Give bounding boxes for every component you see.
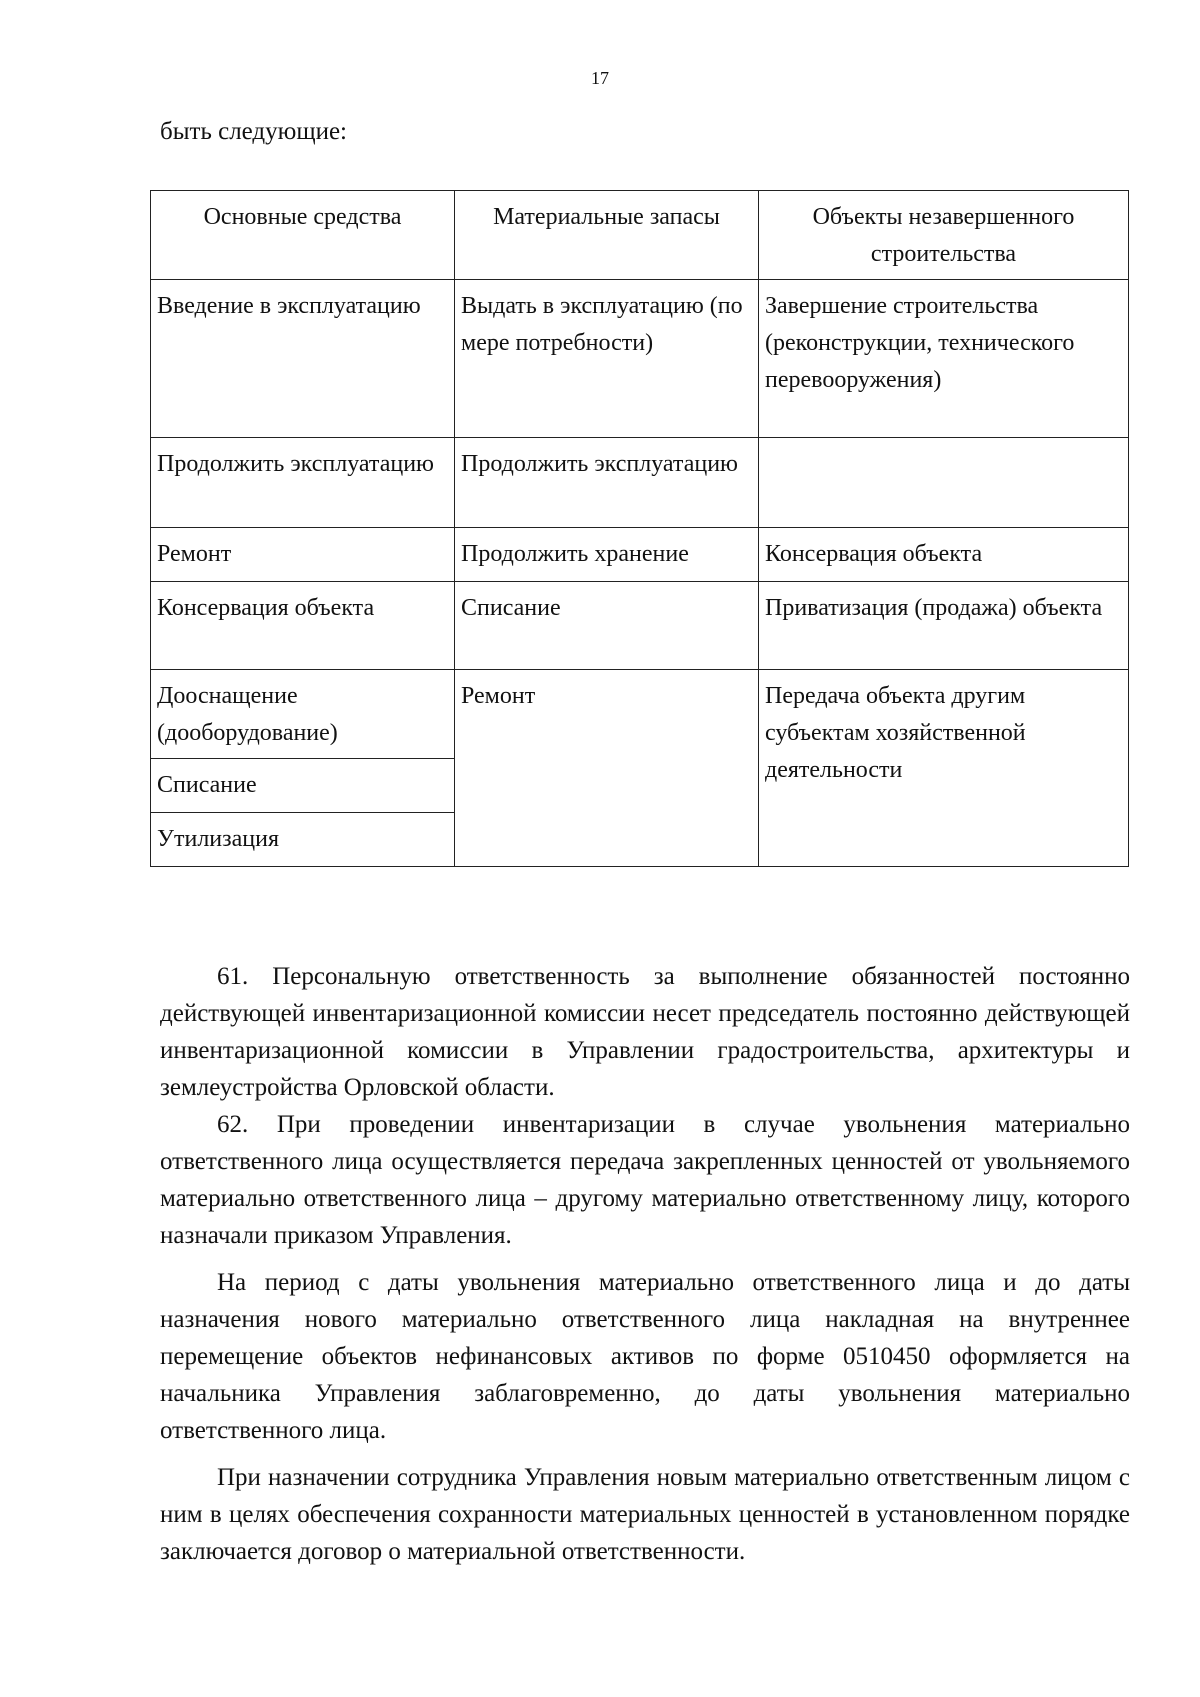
table-cell: Дооснащение (дооборудование): [151, 670, 455, 759]
table-cell: Консервация объекта: [759, 528, 1129, 582]
table-cell: Ремонт: [455, 670, 759, 867]
table-cell: Консервация объекта: [151, 582, 455, 670]
header-fixed-assets: Основные средства: [151, 191, 455, 280]
table-cell: Утилизация: [151, 813, 455, 867]
paragraph-period: На период с даты увольнения материально ответственного лица и до даты назначения нового материально ответственного лица накладная на внутреннее перемещение объектов нефинансовых активов по форме 0510450 оформляется на начальника Управления заблаговременно, до даты увольнения материально ответственного лица.: [160, 1269, 1130, 1444]
table-row: [151, 582, 1129, 670]
paragraph-61: 61. Персональную ответственность за выполнение обязанностей постоянно действующей инвентаризационной комиссии несет председатель постоянно действующей инвентаризационной комиссии в Управлении градостроительства, архитектуры и землеустройства Орловской области.: [160, 963, 1130, 1101]
table-row: [151, 670, 1129, 759]
table-header-row: [151, 191, 1129, 280]
table-cell: Завершение строительства (реконструкции, технического перевооружения): [759, 280, 1129, 438]
page-number: 17: [591, 68, 609, 88]
header-material-stocks: Материальные запасы: [455, 191, 759, 280]
table-cell: Продолжить эксплуатацию: [455, 438, 759, 528]
intro-text: быть следующие:: [160, 118, 347, 145]
header-unfinished-construction: Объекты незавершенного строительства: [759, 191, 1129, 280]
table-cell: Передача объекта другим субъектам хозяйственной деятельности: [759, 670, 1129, 867]
table-row: [151, 528, 1129, 582]
table-cell: Списание: [151, 759, 455, 813]
body-text: [160, 958, 1130, 1570]
table-cell: Списание: [455, 582, 759, 670]
measures-table: [150, 190, 1128, 867]
table-cell: Продолжить хранение: [455, 528, 759, 582]
paragraph-62: 62. При проведении инвентаризации в случае увольнения материально ответственного лица осуществляется передача закрепленных ценностей от увольняемого материально ответственного лица – другому материально ответственному лицу, которого назначали приказом Управления.: [160, 1111, 1130, 1249]
table-cell: Выдать в эксплуатацию (по мере потребности): [455, 280, 759, 438]
paragraph-appointment: При назначении сотрудника Управления новым материально ответственным лицом с ним в целях обеспечения сохранности материальных ценностей в установленном порядке заключается договор о материальной ответственности.: [160, 1464, 1130, 1565]
table-cell: Приватизация (продажа) объекта: [759, 582, 1129, 670]
table-cell: Ремонт: [151, 528, 455, 582]
table-row: [151, 438, 1129, 528]
table-cell: Продолжить эксплуатацию: [151, 438, 455, 528]
table-cell: [759, 438, 1129, 528]
table-cell: Введение в эксплуатацию: [151, 280, 455, 438]
table-row: [151, 280, 1129, 438]
